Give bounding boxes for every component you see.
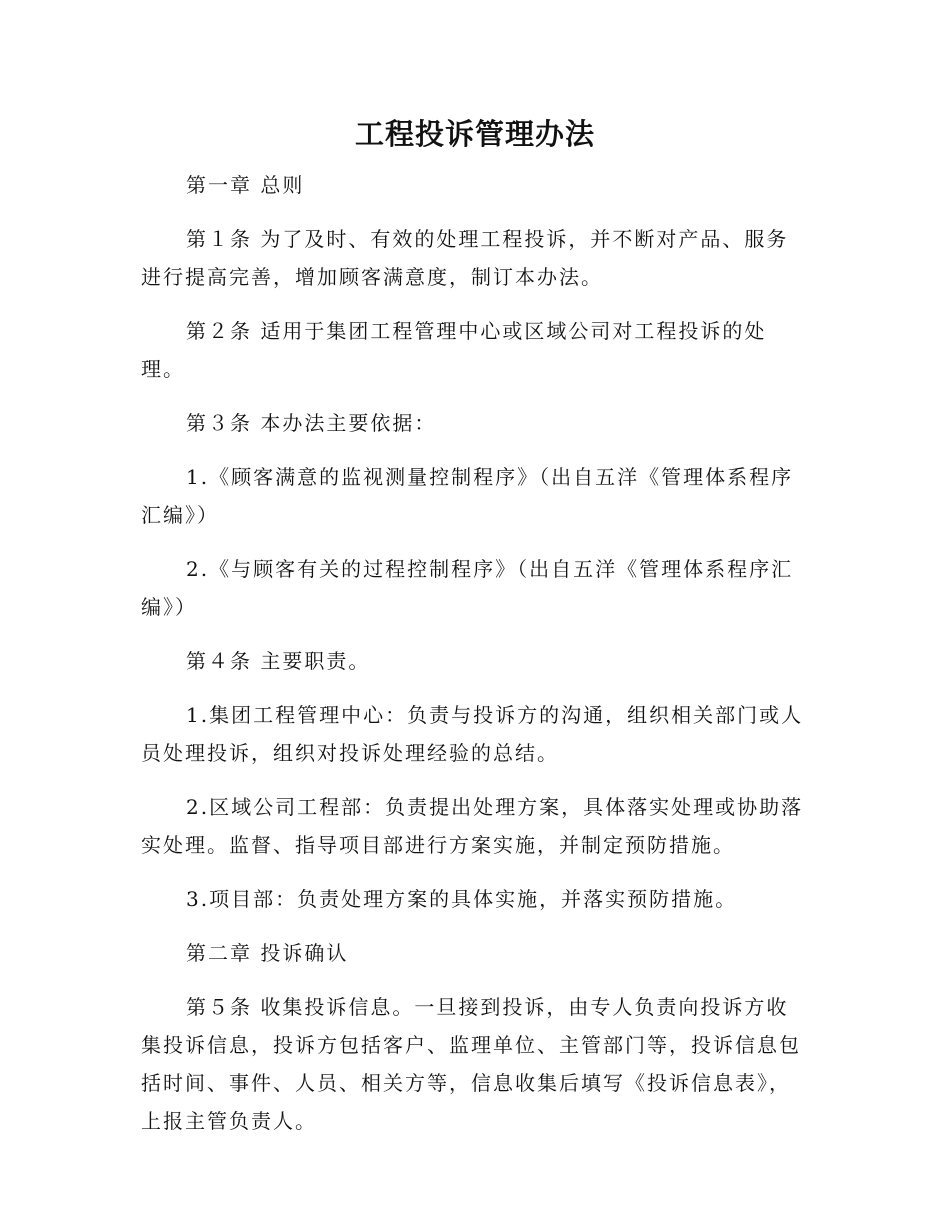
article-2: 第２条 适用于集团工程管理中心或区域公司对工程投诉的处理。: [141, 319, 767, 381]
article-4-item-1: 1.集团工程管理中心：负责与投诉方的沟通，组织相关部门或人员处理投诉，组织对投诉处理经验的总结。: [141, 703, 804, 765]
article-3-item-1: 1.《顾客满意的监视测量控制程序》（出自五洋《管理体系程序汇编》）: [141, 465, 794, 527]
document-title: 工程投诉管理办法: [354, 117, 595, 151]
article-1: 第１条 为了及时、有效的处理工程投诉，并不断对产品、服务进行提高完善，增加顾客满意度，制订本办法。: [141, 227, 789, 289]
chapter-heading-general: 第一章 总则: [186, 173, 305, 197]
article-4: 第４条 主要职责。: [186, 649, 371, 673]
chapter-heading-confirmation: 第二章 投诉确认: [186, 941, 349, 965]
article-5: 第５条 收集投诉信息。一旦接到投诉，由专人负责向投诉方收集投诉信息，投诉方包括客户、监理单位、主管部门等，投诉信息包括时间、事件、人员、相关方等，信息收集后填写《投诉信息表》，上报主管负责人。: [141, 995, 801, 1133]
document-body: [141, 166, 809, 1156]
article-3: 第３条 本办法主要依据：: [186, 411, 437, 435]
article-3-item-2: 2.《与顾客有关的过程控制程序》（出自五洋《管理体系程序汇编》）: [141, 557, 794, 619]
article-4-item-2: 2.区域公司工程部：负责提出处理方案，具体落实处理或协助落实处理。监督、指导项目部进行方案实施，并制定预防措施。: [141, 795, 804, 857]
article-4-item-3: 3.项目部：负责处理方案的具体实施，并落实预防措施。: [186, 887, 738, 911]
